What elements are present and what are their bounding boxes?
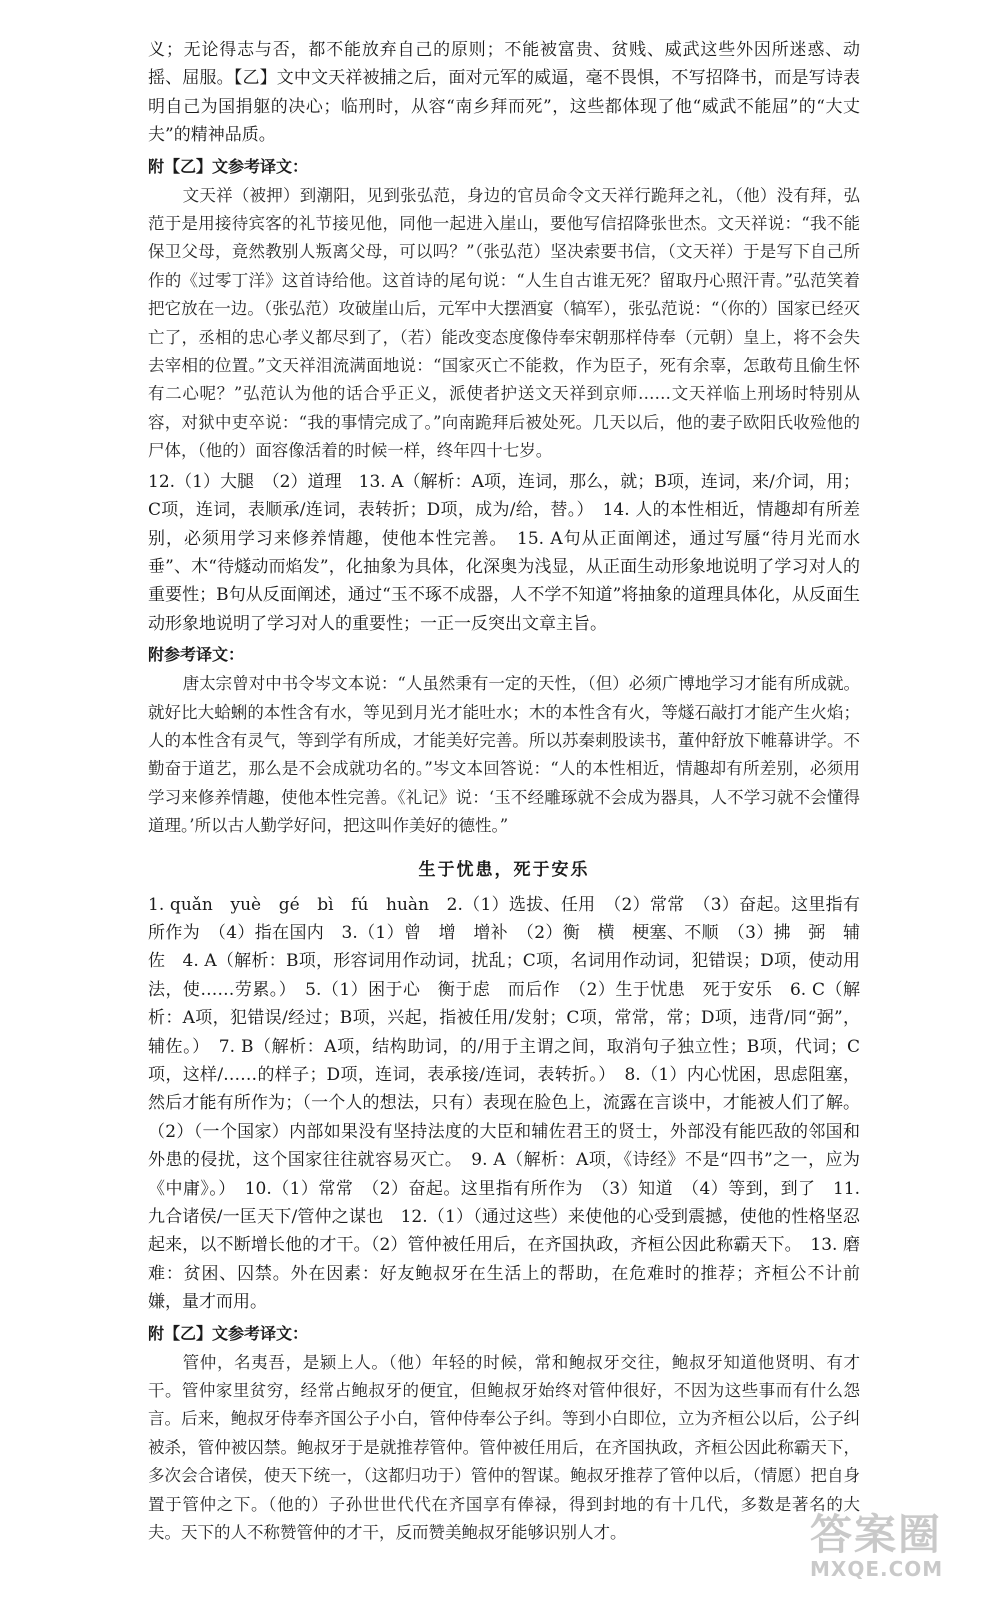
translation-paragraph-3: 管仲，名夷吾，是颍上人。（他）年轻的时候，常和鲍叔牙交往，鲍叔牙知道他贤明、有才干。管仲家里贫穷，经常占鲍叔牙的便宜，但鲍叔牙始终对管仲很好，不因为这些事而有什么怨言。后来，鲍叔牙侍奉齐国公子小白，管仲侍奉公子纠。等到小白即位，立为齐桓公以后，公子纠被杀，管仲被囚禁。鲍叔牙于是就推荐管仲。管仲被任用后，在齐国执政，齐桓公因此称霸天下，多次会合诸侯，使天下统一，（这都归功于）管仲的智谋。鲍叔牙推荐了管仲以后，（情愿）把自身置于管仲之下。（他的）子孙世世代代在齐国享有俸禄，得到封地的有十几代，多数是著名的大夫。天下的人不称赞管仲的才干，反而赞美鲍叔牙能够识别人才。 [148, 1352, 860, 1543]
watermark-logo [810, 1512, 980, 1586]
watermark-characters: 答案圈 [810, 1510, 943, 1559]
section-title: 生于忧患，死于安乐 [418, 859, 590, 880]
answer-page [148, 36, 860, 1548]
answer-paragraph-1: 义；无论得志与否，都不能放弃自己的原则；不能被富贵、贫贱、威武这些外因所迷惑、动摇、屈服。【乙】文中文天祥被捕之后，面对元军的威逼，毫不畏惧，不写招降书，而是写诗表明自己为国捐躯的决心；临刑时，从容“南乡拜而死”，这些都体现了他“威武不能屈”的“大丈夫”的精神品质。 [148, 40, 860, 146]
watermark-domain: MXQE.COM [810, 1557, 944, 1581]
translation-paragraph-2: 唐太宗曾对中书令岑文本说：“人虽然秉有一定的天性，（但）必须广博地学习才能有所成就。就好比大蛤蜊的本性含有水，等见到月光才能吐水；木的本性含有火，等燧石敲打才能产生火焰；人的本性含有灵气，等到学有所成，才能美好完善。所以苏秦刺股读书，董仲舒放下帷幕讲学。不勤奋于道艺，那么是不会成就功名的。”岑文本回答说：“人的本性相近，情趣却有所差别，必须用学习来修养情趣，使他本性完善。《礼记》说：‘玉不经雕琢就不会成为器具，人不学习就不会懂得道理。’所以古人勤学好问，把这叫作美好的德性。” [148, 674, 860, 836]
translation-paragraph-1: 文天祥（被押）到潮阳，见到张弘范，身边的官员命令文天祥行跪拜之礼，（他）没有拜，弘范于是用接待宾客的礼节接见他，同他一起进入崖山，要他写信招降张世杰。文天祥说：“我不能保卫父母，竟然教别人叛离父母，可以吗？”（张弘范）坚决索要书信，（文天祥）于是写下自己所作的《过零丁洋》这首诗给他。这首诗的尾句说：“人生自古谁无死？留取丹心照汗青。”弘范笑着把它放在一边。（张弘范）攻破崖山后，元军中大摆酒宴（犒军），张弘范说：“（你的）国家已经灭亡了，丞相的忠心孝义都尽到了，（若）能改变态度像侍奉宋朝那样侍奉（元朝）皇上，将不会失去宰相的位置。”文天祥泪流满面地说：“国家灭亡不能救，作为臣子，死有余辜，怎敢苟且偷生怀有二心呢？”弘范认为他的话合乎正义，派使者护送文天祥到京师……文天祥临上刑场时特别从容，对狱中吏卒说：“我的事情完成了。”向南跪拜后被处死。几天以后，他的妻子欧阳氏收殓他的尸体，（他的）面容像活着的时候一样，终年四十七岁。 [148, 185, 860, 461]
translation-heading-3: 附【乙】文参考译文： [148, 1323, 309, 1343]
translation-heading-1: 附【乙】文参考译文： [148, 156, 309, 176]
answer-paragraph-3: 1. quǎn yuè gé bì fú huàn 2.（1）选拔、任用 （2）常常 （3）奋起。这里指有所作为 （4）指在国内 3.（1）曾 增 增补 （2）衡 横 梗塞、不顺 （3）拂 弼 辅佐 4. A（解析：B项，形容词用作动词，扰乱；C项，名词用作动词，犯错误；D项，使动用法，使……劳累。） 5.（1）困于心 衡于虑 而后作 （2）生于忧患 死于安乐 6. C（解析：A项，犯错误/经过；B项，兴起，指被任用/发射；C项，常常，常；D项，违背/同“弼”，辅佐。） 7. B（解析：A项，结构助词，的/用于主谓之间，取消句子独立性；B项，代词；C项，这样/……的样子；D项，连词，表承接/连词，表转折。） 8.（1）内心忧困，思虑阻塞，然后才能有所作为；（一个人的想法，只有）表现在脸色上，流露在言谈中，才能被人们了解。（2）（一个国家）内部如果没有坚持法度的大臣和辅佐君王的贤士，外部没有能匹敌的邻国和外患的侵扰，这个国家往往就容易灭亡。 9. A（解析：A项，《诗经》不是“四书”之一，应为《中庸》。） 10.（1）常常 （2）奋起。这里指有所作为 （3）知道 （4）等到，到了 11. 九合诸侯/一匡天下/管仲之谋也 12.（1）（通过这些）来使他的心受到震撼，使他的性格坚忍起来，以不断增长他的才干。（2）管仲被任用后，在齐国执政，齐桓公因此称霸天下。 13. 磨难：贫困、囚禁。外在因素：好友鲍叔牙在生活上的帮助，在危难时的推荐；齐桓公不计前嫌，量才而用。 [148, 894, 860, 1313]
translation-heading-2: 附参考译文： [148, 645, 245, 665]
answer-paragraph-2: 12.（1）大腿 （2）道理 13. A（解析：A项，连词，那么，就；B项，连词，来/介词，用；C项，连词，表顺承/连词，表转折；D项，成为/给，替。） 14. 人的本性相近，情趣却有所差别，必须用学习来修养情趣，使他本性完善。 15. A句从正面阐述，通过写蜃“待月光而水垂”、木“待燧动而焰发”，化抽象为具体，化深奥为浅显，从正面生动形象地说明了学习对人的重要性；B句从反面阐述，通过“玉不琢不成器，人不学不知道”将抽象的道理具体化，从反面生动形象地说明了学习对人的重要性；一正一反突出文章主旨。 [148, 471, 860, 634]
